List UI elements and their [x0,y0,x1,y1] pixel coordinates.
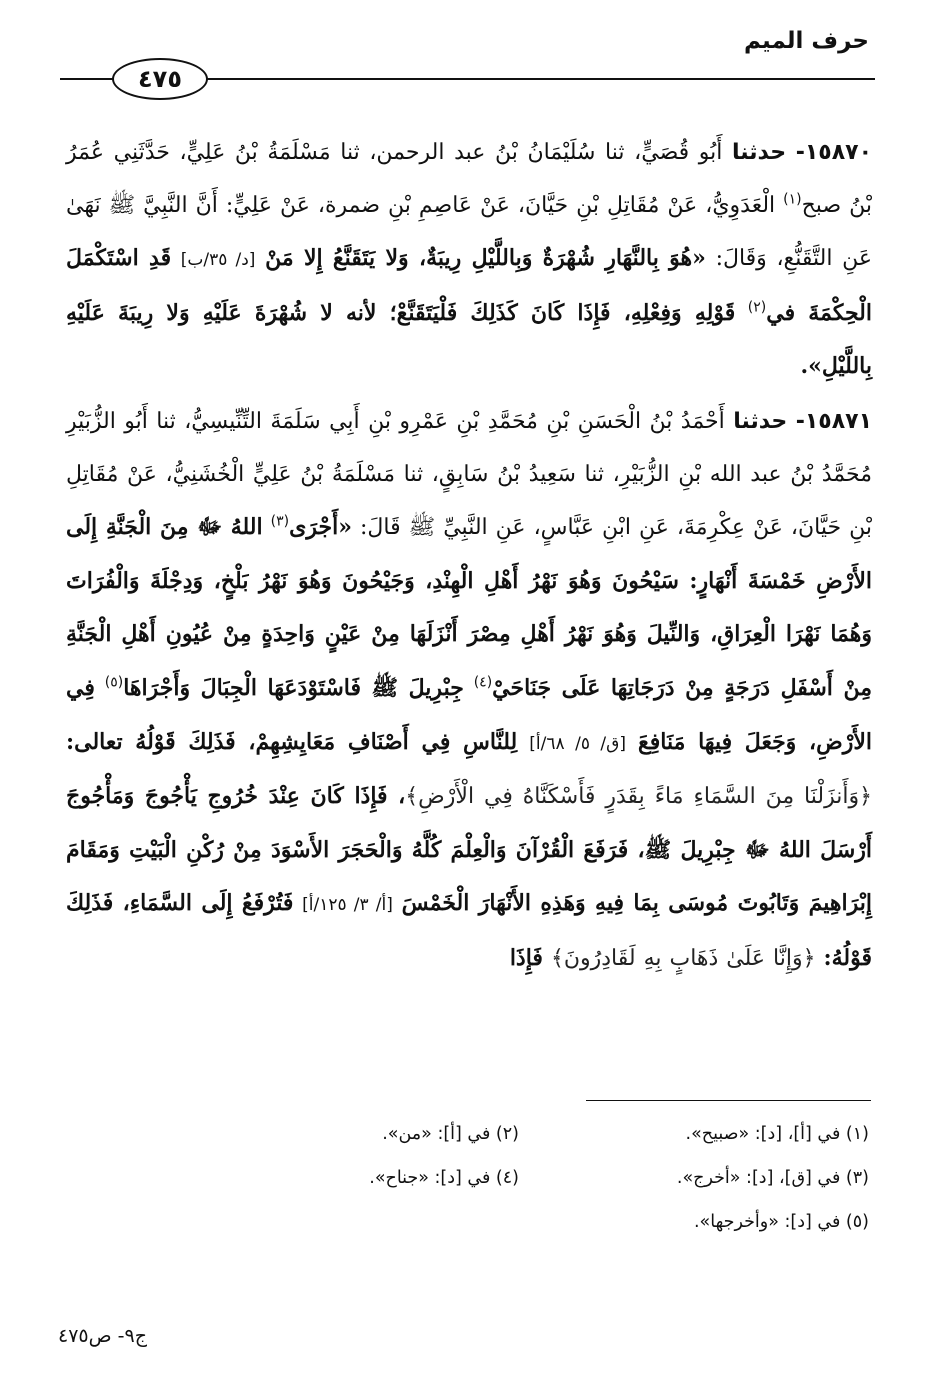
footnote-5: (٥) في [د]: «وأخرجها». [693,1212,869,1232]
body-text [66,127,872,986]
quran-verse: ﴿وَإِنَّا عَلَىٰ ذَهَابٍ بِهِ لَقَادِرُونَ﴾ [550,945,816,971]
hadith-matn: قَدِ اسْتَكْمَلَ الْحِكْمَةَ في [66,245,872,326]
hadith-matn: ، فَإِذَا كَانَ عِنْدَ خُرُوجِ يَأْجُوجَ وَمَأْجُوجَ أَرْسَلَ اللهُ ﷻ جِبْرِيلَ ﷺ، فَرَفَعَ الْقُرْآنَ وَالْعِلْمَ كُلَّهُ وَالْحَجَرَ الأَسْوَدَ مِنْ رُكْنِ الْبَيْتِ وَمَقَامَ إِبْرَاهِيمَ وَتَابُوتَ مُوسَى بِمَا فِيهِ وَهَذِهِ الأَنْهَارَ الْخَمْسَ [66,783,872,917]
volume-page-reference: ج٩- ص٤٧٥ [58,1325,147,1347]
hadith-matn: فِي الأَرْضِ، وَجَعَلَ فِيهَا مَنَافِعَ [66,674,872,755]
manuscript-reference: [ق/ ٥/ ٦٨/أ] [529,733,626,754]
entry-lead-word: حدثنا [732,140,787,165]
footnote-1: (١) في [أ]، [د]: «صبيح». [685,1124,869,1144]
hadith-matn: جِبْرِيلَ ﷺ فَاسْتَوْدَعَهَا الْجِبَالَ وَأَجْرَاهَا [123,674,464,701]
footnote-marker[interactable]: (٢) [747,299,767,316]
footnote-separator [586,1100,871,1101]
hadith-matn: اللهُ ﷻ مِنَ الْجَنَّةِ إِلَى الأَرْضِ خَمْسَةَ أَنْهَارٍ: سَيْحُونَ وَهُوَ نَهْرُ أَهْلِ الْهِنْدِ، وَجَيْحُونَ وَهُوَ نَهْرُ بَلْخٍ، وَدِجْلَةَ وَالْفُرَاتَ وَهُمَا نَهْرَا الْعِرَاقِ، وَالنِّيلَ وَهُوَ نَهْرُ أَهْلِ مِصْرَ أَنْزَلَهَا مِنْ عَيْنٍ وَاحِدَةٍ مِنْ عُيُونِ أَهْلِ الْجَنَّةِ مِنْ أَسْفَلِ دَرَجَةٍ مِنْ دَرَجَاتِهَا عَلَى جَنَاحَيْ [66,514,872,701]
quran-verse: ﴿وَأَنزَلْنَا مِنَ السَّمَاءِ مَاءً بِقَدَرٍ فَأَسْكَنَّاهُ فِي الْأَرْضِ﴾ [405,784,872,810]
isnad-text: أَحْمَدُ بْنُ الْحَسَنِ بْنِ مُحَمَّدِ بْنِ عَمْرِو بْنِ أَبِي سَلَمَةَ التِّنِّيسِيُّ، ثنا أَبُو الزُّبَيْرِ مُحَمَّدُ بْنُ عبد الله بْنِ الزُّبَيْرِ، ثنا سَعِيدُ بْنُ سَابِقٍ، ثنا مَسْلَمَةُ بْنُ عَلِيٍّ الْخُشَنِيُّ، عَنْ مُقَاتِلِ بْنِ حَيَّانَ، عَنْ عِكْرِمَةَ، عَنِ ابْنِ عَبَّاسٍ، عَنِ النَّبِيِّ ﷺ قَالَ: [66,408,873,541]
hadith-matn: فَتُرْفَعُ إِلَى السَّمَاءِ، فَذَلِكَ قَوْلُهُ: [66,890,872,971]
footnote-marker[interactable]: (٤) [473,674,493,691]
hadith-matn: «هُوَ بِالنَّهَارِ شُهْرَةٌ وَبِاللَّيْلِ رِيبَةٌ، وَلا يَتَقَنَّعُ إِلا مَنْ [265,245,706,272]
isnad-text: أَبُو قُصَيٍّ، ثنا سُلَيْمَانُ بْنُ عبد الرحمن، ثنا مَسْلَمَةُ بْنُ عَلِيٍّ، حَدَّثَنِي عُمَرُ بْنُ صبح [66,140,872,218]
entry-number: ١٥٨٧١- [795,408,873,434]
page-number-badge [112,58,208,100]
footnote-4: (٤) في [د]: «جناح». [369,1168,519,1188]
hadith-matn: قَوْلِهِ وَفِعْلِهِ، فَإِذَا كَانَ كَذَلِكَ فَلْيَتَقَنَّعْ؛ لأنه لا شُهْرَةَ عَلَيْهِ وَلا رِيبَةَ عَلَيْهِ بِاللَّيْلِ». [66,299,872,380]
footnote-marker[interactable]: (٥) [104,674,124,691]
manuscript-reference: [د/ ٣٥/ب] [180,250,256,271]
hadith-matn: «أَجْرَى [289,514,352,541]
hadith-entry-15870 [66,127,872,394]
hadith-entry-15871 [66,396,872,986]
footnote-marker[interactable]: (١) [783,191,802,208]
hadith-matn: فَإِذَا [509,944,543,971]
footnote-row [169,1200,869,1244]
entry-number: ١٥٨٧٠- [795,140,872,165]
hadith-matn: لِلنَّاسِ فِي أَصْنَافِ مَعَايِشِهِمْ، فَذَلِكَ قَوْلُهُ تعالى: [66,728,518,755]
isnad-text: الْعَدَوِيُّ، عَنْ مُقَاتِلِ بْنِ حَيَّانَ، عَنْ عَاصِمِ بْنِ ضمرة، عَنْ عَلِيٍّ: أَنَّ النَّبِيَّ ﷺ نَهَىٰ عَنِ التَّقَنُّعِ، وَقَالَ: [66,192,873,272]
manuscript-reference: [أ/ ٣/ ١٢٥/أ] [302,895,393,916]
entry-lead-word: حدثنا [733,408,788,434]
footnote-row [169,1112,869,1156]
footnote-3: (٣) في [ق]، [د]: «أخرج». [676,1168,869,1188]
footnotes [169,1112,869,1244]
page-number: ٤٧٥ [138,65,182,93]
chapter-title: حرف الميم [744,28,869,54]
footnote-2: (٢) في [أ]: «من». [382,1124,519,1144]
footnote-marker[interactable]: (٣) [270,513,290,530]
footnote-row [169,1156,869,1200]
